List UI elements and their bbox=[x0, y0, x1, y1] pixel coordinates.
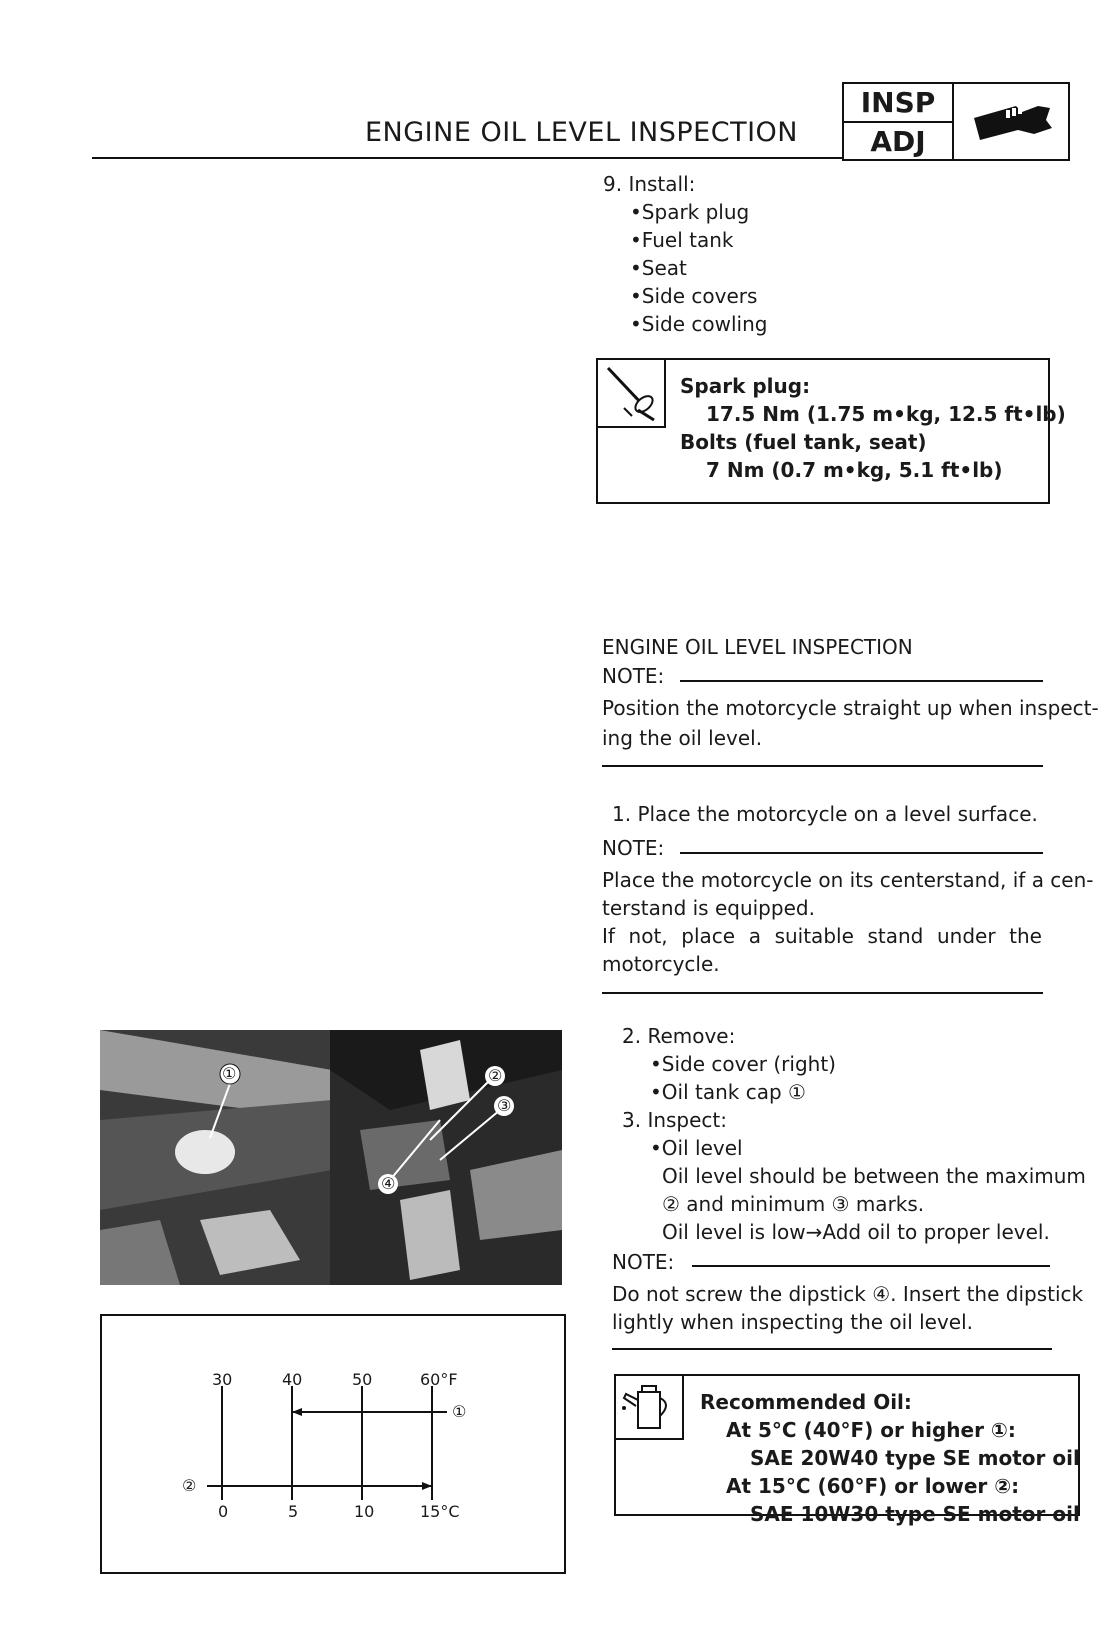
f-tick: 40 bbox=[282, 1370, 303, 1389]
c-tick: 5 bbox=[288, 1502, 299, 1521]
note-text: Place the motorcycle on its centerstand, if a cen- bbox=[602, 868, 1094, 892]
photo-side-cover bbox=[100, 1030, 332, 1285]
torque-wrench-icon bbox=[598, 360, 666, 428]
note-end-rule bbox=[602, 992, 1043, 994]
install-item: •Side covers bbox=[630, 284, 758, 308]
install-item: •Side cowling bbox=[630, 312, 768, 336]
temperature-chart-lines bbox=[102, 1316, 564, 1572]
note-rule bbox=[692, 1265, 1050, 1267]
oil-line: At 15°C (60°F) or lower ②: bbox=[726, 1474, 1020, 1498]
note-end-rule bbox=[602, 765, 1043, 767]
install-item: •Seat bbox=[630, 256, 687, 280]
inspect-text: Oil level is low→Add oil to proper level. bbox=[662, 1220, 1050, 1244]
oil-line: Recommended Oil: bbox=[700, 1390, 912, 1414]
oil-line: SAE 10W30 type SE motor oil bbox=[750, 1502, 1080, 1526]
recommended-oil-box bbox=[614, 1374, 1080, 1526]
note-label: NOTE: bbox=[602, 664, 665, 688]
install-heading: 9. Install: bbox=[603, 172, 696, 196]
section-badge bbox=[842, 82, 1070, 161]
temperature-chart bbox=[100, 1314, 566, 1574]
torque-line: 7 Nm (0.7 m•kg, 5.1 ft•lb) bbox=[706, 458, 1003, 482]
oil-line: At 5°C (40°F) or higher ①: bbox=[726, 1418, 1016, 1442]
torque-line: Bolts (fuel tank, seat) bbox=[680, 430, 927, 454]
torque-line: 17.5 Nm (1.75 m•kg, 12.5 ft•lb) bbox=[706, 402, 1066, 426]
note-text: terstand is equipped. bbox=[602, 896, 815, 920]
note-text: lightly when inspecting the oil level. bbox=[612, 1310, 974, 1334]
callout-1: ① bbox=[222, 1064, 237, 1083]
section-title: ENGINE OIL LEVEL INSPECTION bbox=[602, 635, 913, 659]
inspect-text: Oil level should be between the maximum bbox=[662, 1164, 1086, 1188]
note-rule bbox=[680, 680, 1043, 682]
f-tick: 60°F bbox=[420, 1370, 458, 1389]
step-1: 1. Place the motorcycle on a level surface. bbox=[612, 802, 1038, 826]
wrench-icon bbox=[954, 84, 1068, 159]
remove-item: •Oil tank cap ① bbox=[650, 1080, 806, 1104]
callout-2: ② bbox=[488, 1066, 503, 1085]
install-item: •Spark plug bbox=[630, 200, 750, 224]
c-tick: 10 bbox=[354, 1502, 375, 1521]
photo-dipstick bbox=[330, 1030, 562, 1285]
c-tick: 0 bbox=[218, 1502, 229, 1521]
note-text: ing the oil level. bbox=[602, 726, 763, 750]
badge-insp: INSP bbox=[844, 84, 952, 123]
note-end-rule bbox=[612, 1348, 1052, 1350]
install-item: •Fuel tank bbox=[630, 228, 734, 252]
step-3: 3. Inspect: bbox=[622, 1108, 728, 1132]
f-tick: 50 bbox=[352, 1370, 373, 1389]
inspect-item: •Oil level bbox=[650, 1136, 743, 1160]
torque-spec-box bbox=[596, 358, 1066, 504]
inspect-text: ② and minimum ③ marks. bbox=[662, 1192, 925, 1216]
page-title: ENGINE OIL LEVEL INSPECTION bbox=[365, 117, 798, 148]
header-rule bbox=[92, 157, 844, 159]
note-label: NOTE: bbox=[602, 836, 665, 860]
c-tick: 15°C bbox=[420, 1502, 460, 1521]
chart-mark-2: ② bbox=[182, 1476, 197, 1495]
note-label: NOTE: bbox=[612, 1250, 675, 1274]
chart-mark-1: ① bbox=[452, 1402, 467, 1421]
note-text: motorcycle. bbox=[602, 952, 720, 976]
oil-line: SAE 20W40 type SE motor oil bbox=[750, 1446, 1080, 1470]
oil-can-icon bbox=[616, 1376, 684, 1440]
note-text: If not, place a suitable stand under the bbox=[602, 924, 1042, 948]
step-2: 2. Remove: bbox=[622, 1024, 736, 1048]
torque-line: Spark plug: bbox=[680, 374, 811, 398]
note-text: Position the motorcycle straight up when inspect- bbox=[602, 696, 1099, 720]
note-text: Do not screw the dipstick ④. Insert the dipstick bbox=[612, 1282, 1084, 1306]
callout-4: ④ bbox=[381, 1174, 396, 1193]
remove-item: •Side cover (right) bbox=[650, 1052, 836, 1076]
badge-adj: ADJ bbox=[870, 125, 926, 158]
note-rule bbox=[680, 852, 1043, 854]
f-tick: 30 bbox=[212, 1370, 233, 1389]
callout-3: ③ bbox=[497, 1096, 512, 1115]
